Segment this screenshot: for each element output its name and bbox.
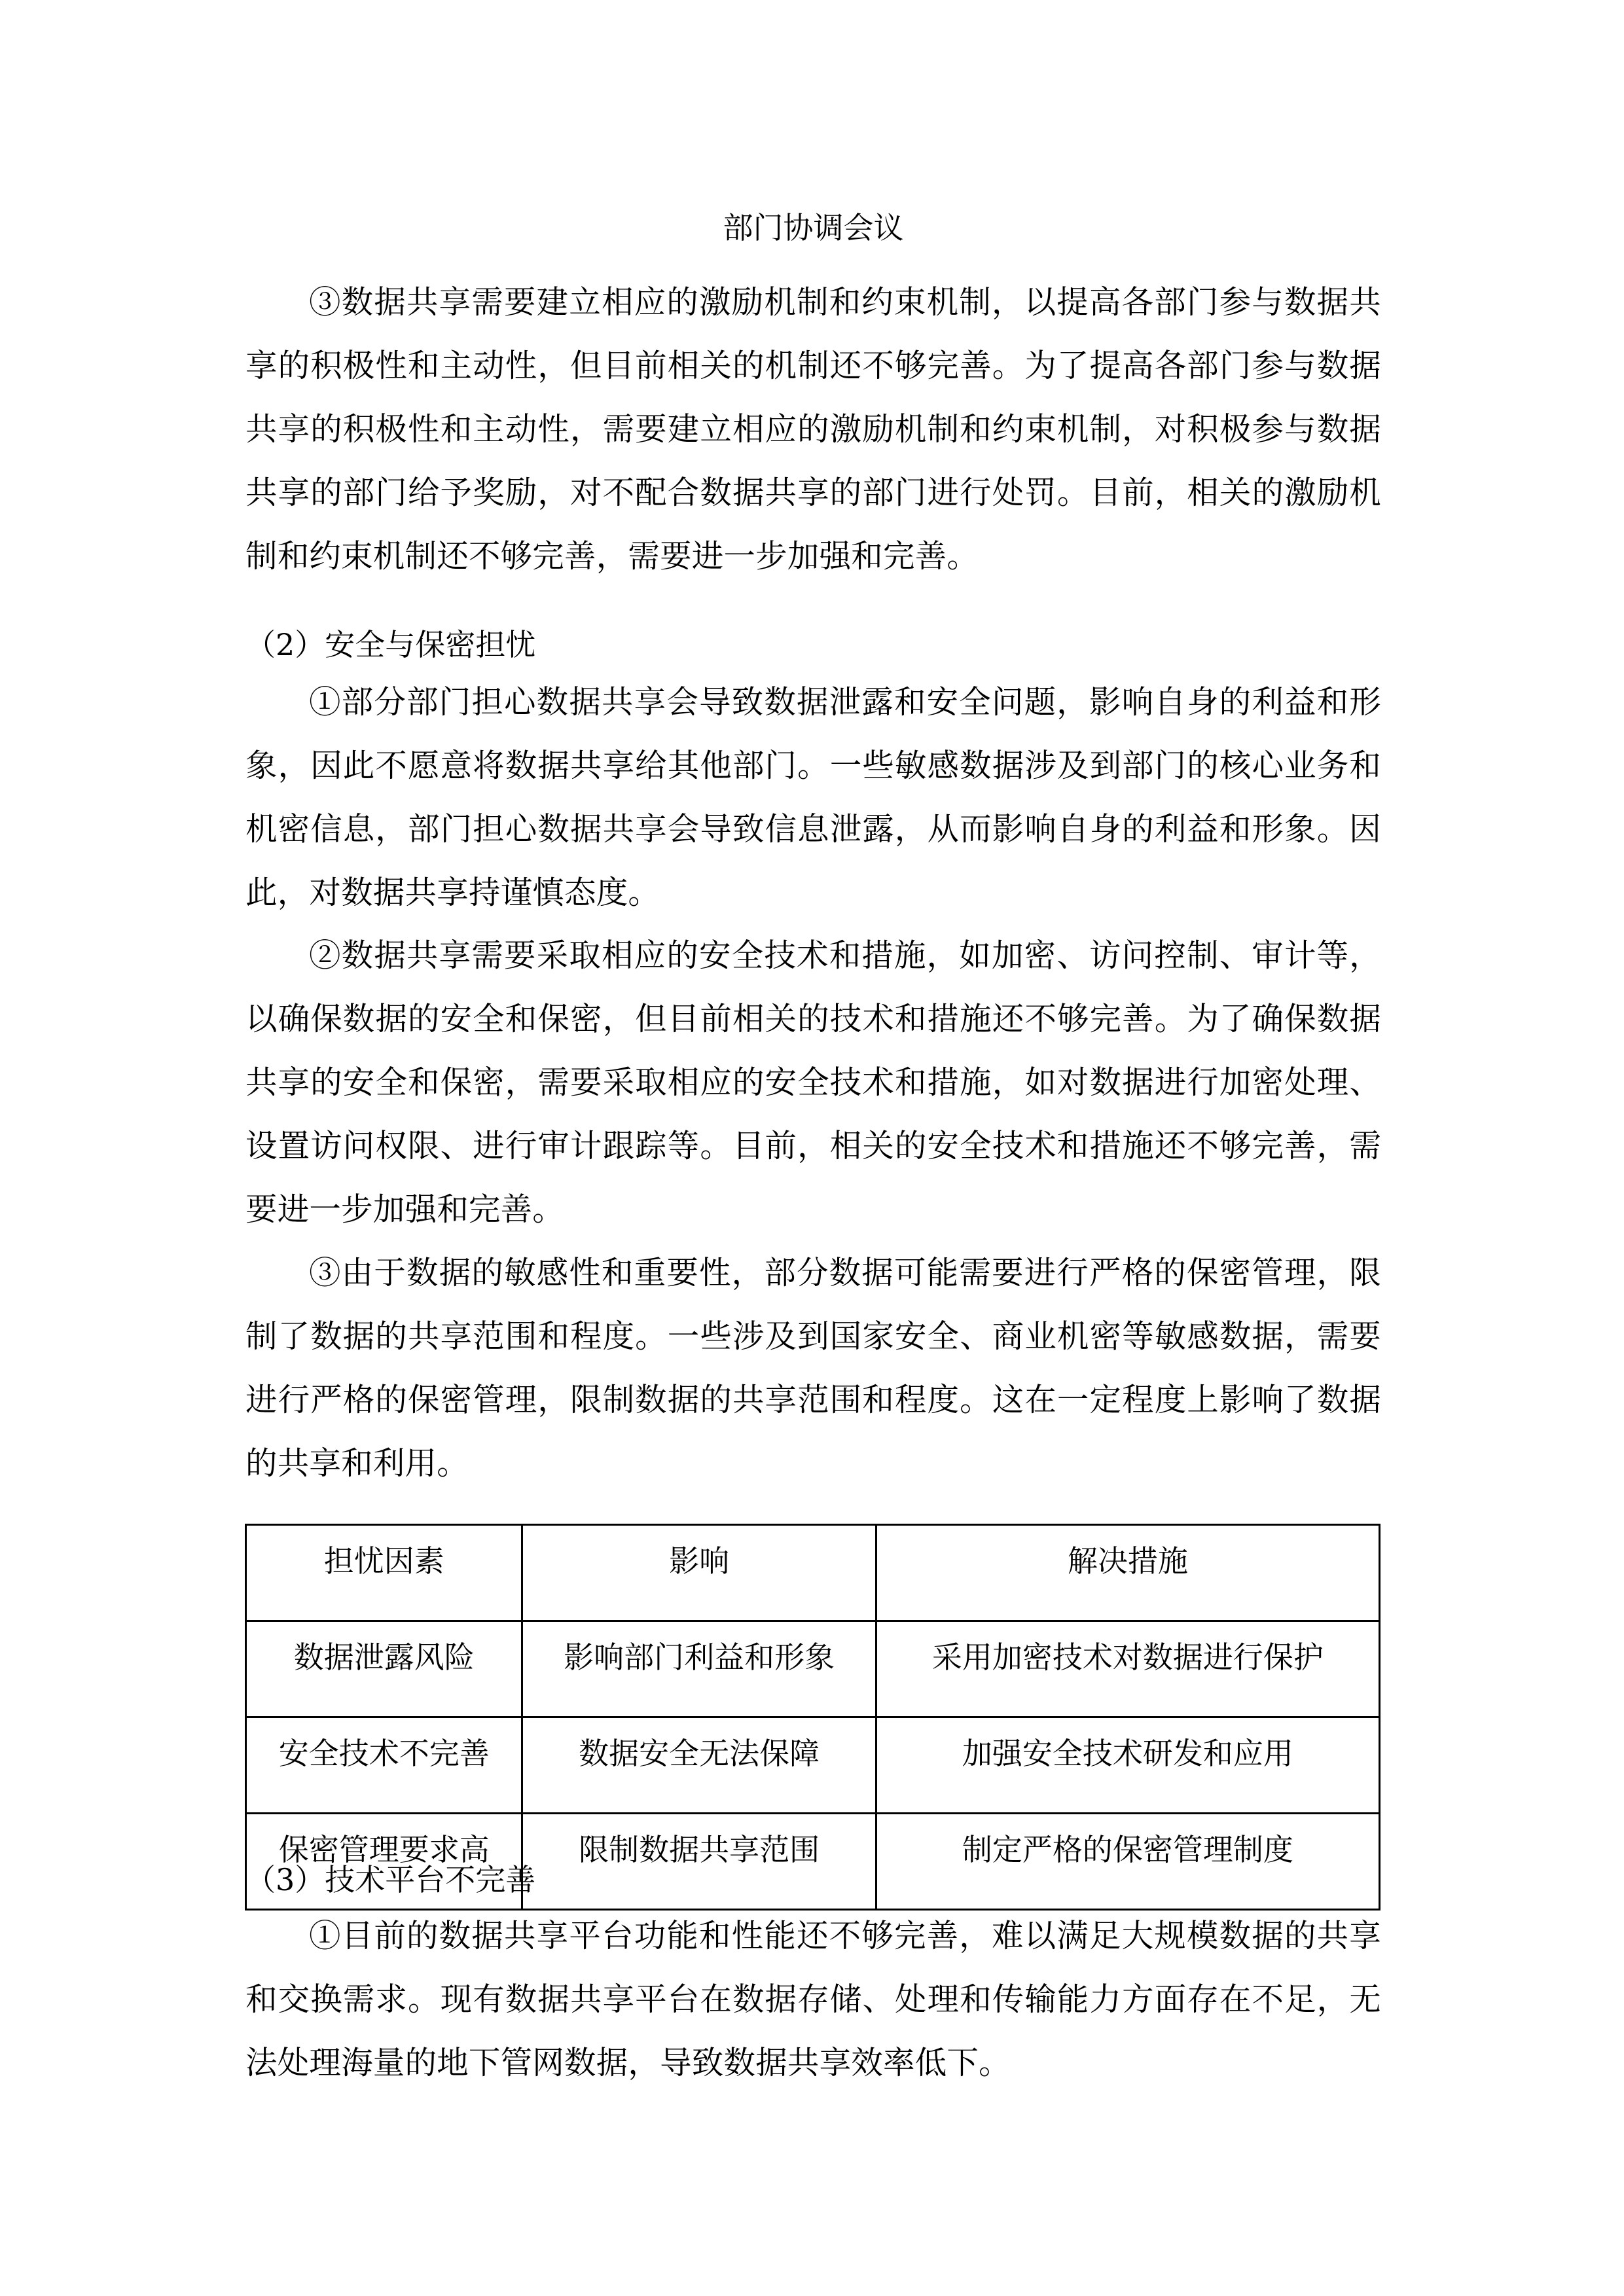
paragraph-platform-1: ①目前的数据共享平台功能和性能还不够完善，难以满足大规模数据的共享和交换需求。现有数据共享平台在数据存储、处理和传输能力方面存在不足，无法处理海量的地下管网数据，导致数据共享效率低下。 [245, 1918, 1381, 2081]
page-title: 部门协调会议 [723, 210, 904, 245]
table-cell: 数据泄露风险 [246, 1621, 522, 1717]
paragraph-incentive-mechanism: ③数据共享需要建立相应的激励机制和约束机制，以提高各部门参与数据共享的积极性和主动性，但目前相关的机制还不够完善。为了提高各部门参与数据共享的积极性和主动性，需要建立相应的激励机制和约束机制，对积极参与数据共享的部门给予奖励，对不配合数据共享的部门进行处罚。目前，相关的激励机制和约束机制还不够完善，需要进一步加强和完善。 [245, 284, 1381, 575]
table-header-row [246, 1525, 1380, 1621]
paragraph-security-1: ①部分部门担心数据共享会导致数据泄露和安全问题，影响自身的利益和形象，因此不愿意将数据共享给其他部门。一些敏感数据涉及到部门的核心业务和机密信息，部门担心数据共享会导致信息泄露，从而影响自身的利益和形象。因此，对数据共享持谨慎态度。 [245, 684, 1381, 911]
table-cell: 制定严格的保密管理制度 [876, 1814, 1379, 1910]
concerns-table [245, 1524, 1380, 1910]
paragraph-security-2: ②数据共享需要采取相应的安全技术和措施，如加密、访问控制、审计等，以确保数据的安全和保密，但目前相关的技术和措施还不够完善。为了确保数据共享的安全和保密，需要采取相应的安全技术和措施，如对数据进行加密处理、设置访问权限、进行审计跟踪等。目前，相关的安全技术和措施还不够完善，需要进一步加强和完善。 [245, 937, 1381, 1228]
section-heading-security: （2）安全与保密担忧 [245, 627, 536, 662]
table-header-cell: 担忧因素 [246, 1525, 522, 1621]
table-cell: 保密管理要求高 [246, 1814, 522, 1910]
table-cell: 限制数据共享范围 [522, 1814, 876, 1910]
table-row [246, 1621, 1380, 1717]
section-heading-platform: （3）技术平台不完善 [245, 1862, 536, 1897]
table-row [246, 1717, 1380, 1814]
table-header-cell: 影响 [522, 1525, 876, 1621]
table-cell: 采用加密技术对数据进行保护 [876, 1621, 1379, 1717]
paragraph-security-3: ③由于数据的敏感性和重要性，部分数据可能需要进行严格的保密管理，限制了数据的共享范围和程度。一些涉及到国家安全、商业机密等敏感数据，需要进行严格的保密管理，限制数据的共享范围和程度。这在一定程度上影响了数据的共享和利用。 [245, 1255, 1381, 1482]
table-header-cell: 解决措施 [876, 1525, 1379, 1621]
table-cell: 影响部门利益和形象 [522, 1621, 876, 1717]
table-cell: 加强安全技术研发和应用 [876, 1717, 1379, 1814]
table-cell: 安全技术不完善 [246, 1717, 522, 1814]
table-cell: 数据安全无法保障 [522, 1717, 876, 1814]
